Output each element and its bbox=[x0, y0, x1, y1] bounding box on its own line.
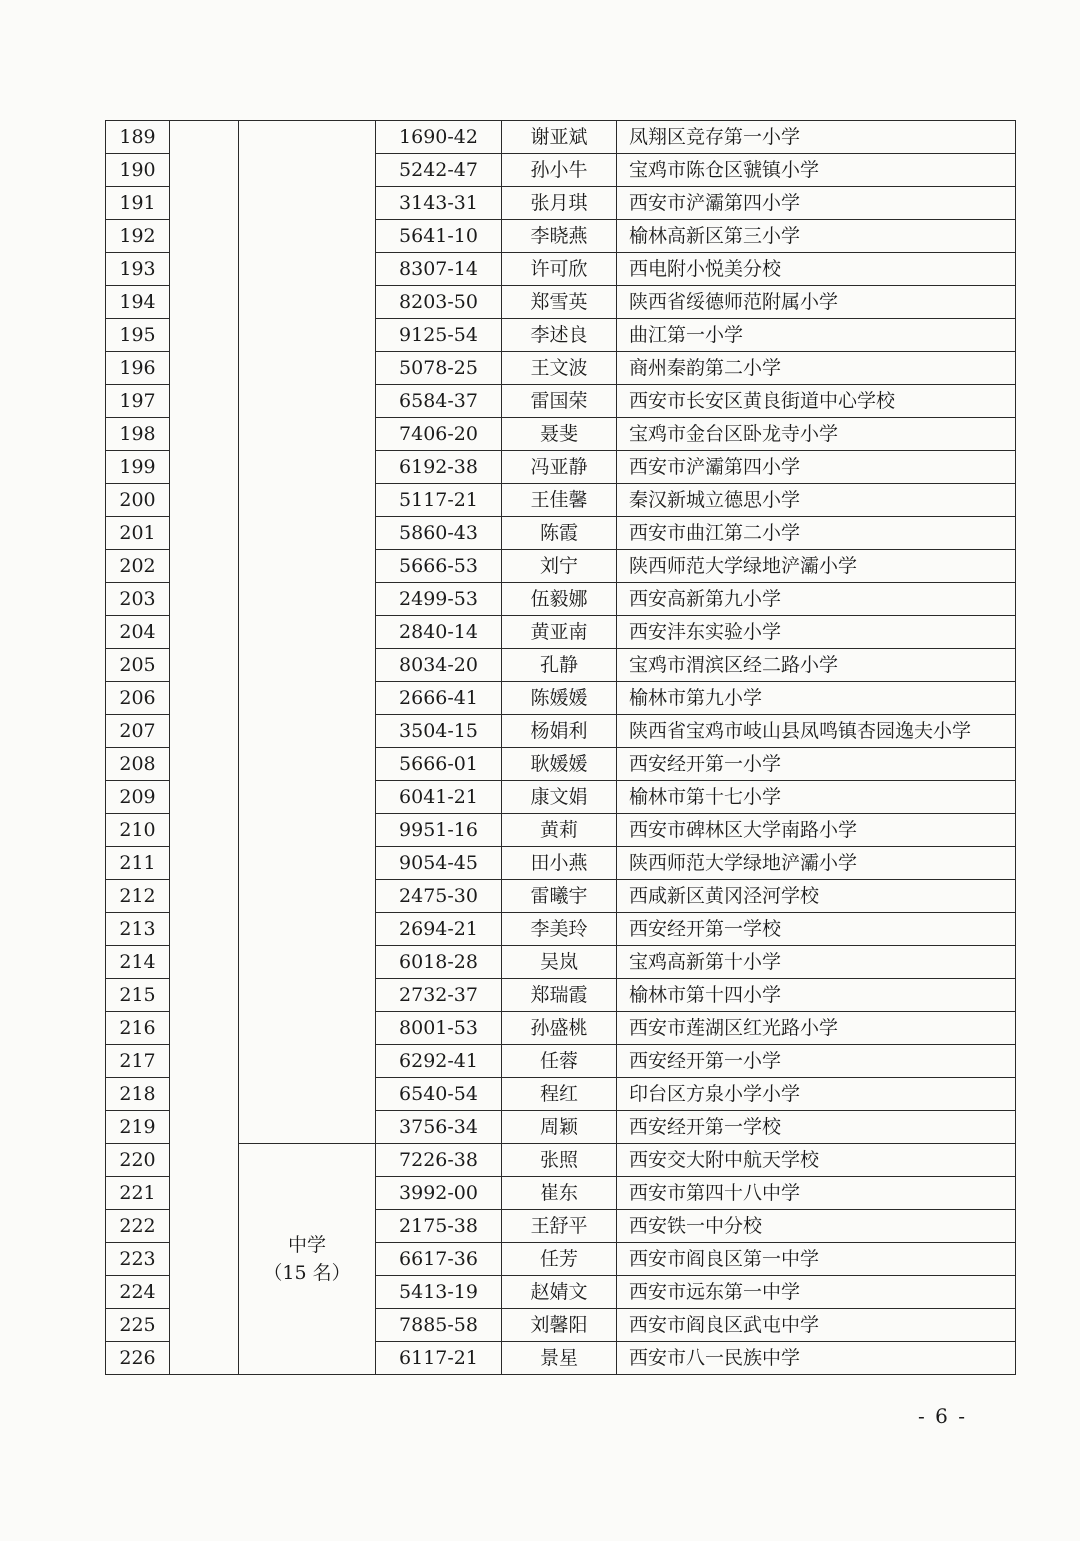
person-name: 孔静 bbox=[502, 649, 617, 682]
person-name: 程红 bbox=[502, 1078, 617, 1111]
school-name: 西咸新区黄冈泾河学校 bbox=[617, 880, 1016, 913]
person-name: 景星 bbox=[502, 1342, 617, 1375]
person-name: 王舒平 bbox=[502, 1210, 617, 1243]
entry-code: 2840-14 bbox=[376, 616, 502, 649]
school-name: 秦汉新城立德思小学 bbox=[617, 484, 1016, 517]
entry-code: 2475-30 bbox=[376, 880, 502, 913]
person-name: 孙盛桃 bbox=[502, 1012, 617, 1045]
row-number: 196 bbox=[106, 352, 170, 385]
entry-code: 5413-19 bbox=[376, 1276, 502, 1309]
school-name: 榆林市第十七小学 bbox=[617, 781, 1016, 814]
entry-code: 9054-45 bbox=[376, 847, 502, 880]
award-list-table bbox=[105, 120, 1016, 1375]
person-name: 任蓉 bbox=[502, 1045, 617, 1078]
entry-code: 8307-14 bbox=[376, 253, 502, 286]
entry-code: 2175-38 bbox=[376, 1210, 502, 1243]
group-cell-primary bbox=[239, 121, 376, 1144]
person-name: 刘馨阳 bbox=[502, 1309, 617, 1342]
person-name: 李述良 bbox=[502, 319, 617, 352]
person-name: 陈媛媛 bbox=[502, 682, 617, 715]
entry-code: 5242-47 bbox=[376, 154, 502, 187]
row-number: 207 bbox=[106, 715, 170, 748]
entry-code: 6617-36 bbox=[376, 1243, 502, 1276]
entry-code: 5666-53 bbox=[376, 550, 502, 583]
person-name: 任芳 bbox=[502, 1243, 617, 1276]
school-name: 西安市浐灞第四小学 bbox=[617, 187, 1016, 220]
school-name: 西安市八一民族中学 bbox=[617, 1342, 1016, 1375]
person-name: 耿媛媛 bbox=[502, 748, 617, 781]
person-name: 伍毅娜 bbox=[502, 583, 617, 616]
entry-code: 6584-37 bbox=[376, 385, 502, 418]
row-number: 195 bbox=[106, 319, 170, 352]
row-number: 224 bbox=[106, 1276, 170, 1309]
row-number: 202 bbox=[106, 550, 170, 583]
entry-code: 9951-16 bbox=[376, 814, 502, 847]
person-name: 雷国荣 bbox=[502, 385, 617, 418]
school-name: 西安交大附中航天学校 bbox=[617, 1144, 1016, 1177]
row-number: 192 bbox=[106, 220, 170, 253]
page-number: - 6 - bbox=[918, 1404, 967, 1428]
row-number: 212 bbox=[106, 880, 170, 913]
row-number: 193 bbox=[106, 253, 170, 286]
person-name: 聂斐 bbox=[502, 418, 617, 451]
entry-code: 2499-53 bbox=[376, 583, 502, 616]
person-name: 冯亚静 bbox=[502, 451, 617, 484]
row-number: 205 bbox=[106, 649, 170, 682]
entry-code: 5117-21 bbox=[376, 484, 502, 517]
table-row bbox=[106, 1144, 1016, 1177]
row-number: 190 bbox=[106, 154, 170, 187]
person-name: 王文波 bbox=[502, 352, 617, 385]
entry-code: 6018-28 bbox=[376, 946, 502, 979]
school-name: 西安经开第一学校 bbox=[617, 1111, 1016, 1144]
school-name: 商州秦韵第二小学 bbox=[617, 352, 1016, 385]
school-name: 陕西师范大学绿地浐灞小学 bbox=[617, 847, 1016, 880]
school-name: 西安市远东第一中学 bbox=[617, 1276, 1016, 1309]
school-name: 曲江第一小学 bbox=[617, 319, 1016, 352]
person-name: 张月琪 bbox=[502, 187, 617, 220]
entry-code: 8203-50 bbox=[376, 286, 502, 319]
entry-code: 7885-58 bbox=[376, 1309, 502, 1342]
school-name: 榆林高新区第三小学 bbox=[617, 220, 1016, 253]
school-name: 宝鸡市陈仓区虢镇小学 bbox=[617, 154, 1016, 187]
row-number: 216 bbox=[106, 1012, 170, 1045]
row-number: 203 bbox=[106, 583, 170, 616]
group-label: 中学 bbox=[287, 1234, 326, 1256]
entry-code: 2666-41 bbox=[376, 682, 502, 715]
entry-code: 6292-41 bbox=[376, 1045, 502, 1078]
school-name: 西电附小悦美分校 bbox=[617, 253, 1016, 286]
row-number: 204 bbox=[106, 616, 170, 649]
row-number: 222 bbox=[106, 1210, 170, 1243]
person-name: 康文娟 bbox=[502, 781, 617, 814]
row-number: 225 bbox=[106, 1309, 170, 1342]
group-quota: （15 名） bbox=[263, 1262, 351, 1284]
row-number: 226 bbox=[106, 1342, 170, 1375]
row-number: 223 bbox=[106, 1243, 170, 1276]
entry-code: 3504-15 bbox=[376, 715, 502, 748]
entry-code: 6192-38 bbox=[376, 451, 502, 484]
school-name: 榆林市第十四小学 bbox=[617, 979, 1016, 1012]
entry-code: 2732-37 bbox=[376, 979, 502, 1012]
entry-code: 5078-25 bbox=[376, 352, 502, 385]
row-number: 210 bbox=[106, 814, 170, 847]
school-name: 西安铁一中分校 bbox=[617, 1210, 1016, 1243]
entry-code: 1690-42 bbox=[376, 121, 502, 154]
person-name: 刘宁 bbox=[502, 550, 617, 583]
school-name: 榆林市第九小学 bbox=[617, 682, 1016, 715]
entry-code: 3992-00 bbox=[376, 1177, 502, 1210]
entry-code: 7406-20 bbox=[376, 418, 502, 451]
school-name: 印台区方泉小学小学 bbox=[617, 1078, 1016, 1111]
entry-code: 2694-21 bbox=[376, 913, 502, 946]
row-number: 189 bbox=[106, 121, 170, 154]
person-name: 郑雪英 bbox=[502, 286, 617, 319]
school-name: 西安市碑林区大学南路小学 bbox=[617, 814, 1016, 847]
school-name: 西安沣东实验小学 bbox=[617, 616, 1016, 649]
person-name: 雷曦宇 bbox=[502, 880, 617, 913]
person-name: 许可欣 bbox=[502, 253, 617, 286]
entry-code: 5666-01 bbox=[376, 748, 502, 781]
person-name: 孙小牛 bbox=[502, 154, 617, 187]
entry-code: 3143-31 bbox=[376, 187, 502, 220]
category-column-blank bbox=[170, 121, 239, 1375]
person-name: 李晓燕 bbox=[502, 220, 617, 253]
row-number: 215 bbox=[106, 979, 170, 1012]
row-number: 214 bbox=[106, 946, 170, 979]
row-number: 211 bbox=[106, 847, 170, 880]
school-name: 西安市莲湖区红光路小学 bbox=[617, 1012, 1016, 1045]
entry-code: 7226-38 bbox=[376, 1144, 502, 1177]
row-number: 221 bbox=[106, 1177, 170, 1210]
row-number: 198 bbox=[106, 418, 170, 451]
person-name: 崔东 bbox=[502, 1177, 617, 1210]
row-number: 213 bbox=[106, 913, 170, 946]
school-name: 宝鸡市渭滨区经二路小学 bbox=[617, 649, 1016, 682]
school-name: 西安经开第一小学 bbox=[617, 748, 1016, 781]
school-name: 西安经开第一小学 bbox=[617, 1045, 1016, 1078]
person-name: 谢亚斌 bbox=[502, 121, 617, 154]
entry-code: 5641-10 bbox=[376, 220, 502, 253]
row-number: 200 bbox=[106, 484, 170, 517]
entry-code: 9125-54 bbox=[376, 319, 502, 352]
person-name: 郑瑞霞 bbox=[502, 979, 617, 1012]
entry-code: 3756-34 bbox=[376, 1111, 502, 1144]
table-body bbox=[106, 121, 1016, 1375]
row-number: 208 bbox=[106, 748, 170, 781]
entry-code: 6041-21 bbox=[376, 781, 502, 814]
person-name: 赵婧文 bbox=[502, 1276, 617, 1309]
row-number: 219 bbox=[106, 1111, 170, 1144]
entry-code: 6540-54 bbox=[376, 1078, 502, 1111]
row-number: 217 bbox=[106, 1045, 170, 1078]
row-number: 199 bbox=[106, 451, 170, 484]
entry-code: 8001-53 bbox=[376, 1012, 502, 1045]
person-name: 王佳馨 bbox=[502, 484, 617, 517]
school-name: 西安经开第一学校 bbox=[617, 913, 1016, 946]
person-name: 周颖 bbox=[502, 1111, 617, 1144]
row-number: 206 bbox=[106, 682, 170, 715]
row-number: 197 bbox=[106, 385, 170, 418]
person-name: 黄亚南 bbox=[502, 616, 617, 649]
person-name: 吴岚 bbox=[502, 946, 617, 979]
school-name: 西安市曲江第二小学 bbox=[617, 517, 1016, 550]
person-name: 陈霞 bbox=[502, 517, 617, 550]
school-name: 陕西省绥德师范附属小学 bbox=[617, 286, 1016, 319]
school-name: 西安高新第九小学 bbox=[617, 583, 1016, 616]
row-number: 218 bbox=[106, 1078, 170, 1111]
school-name: 西安市浐灞第四小学 bbox=[617, 451, 1016, 484]
school-name: 陕西省宝鸡市岐山县凤鸣镇杏园逸夫小学 bbox=[617, 715, 1016, 748]
entry-code: 5860-43 bbox=[376, 517, 502, 550]
person-name: 田小燕 bbox=[502, 847, 617, 880]
table-row bbox=[106, 121, 1016, 154]
school-name: 宝鸡市金台区卧龙寺小学 bbox=[617, 418, 1016, 451]
row-number: 220 bbox=[106, 1144, 170, 1177]
entry-code: 6117-21 bbox=[376, 1342, 502, 1375]
row-number: 194 bbox=[106, 286, 170, 319]
row-number: 201 bbox=[106, 517, 170, 550]
school-name: 凤翔区竞存第一小学 bbox=[617, 121, 1016, 154]
school-name: 西安市长安区黄良街道中心学校 bbox=[617, 385, 1016, 418]
entry-code: 8034-20 bbox=[376, 649, 502, 682]
person-name: 李美玲 bbox=[502, 913, 617, 946]
person-name: 杨娟利 bbox=[502, 715, 617, 748]
school-name: 西安市阎良区第一中学 bbox=[617, 1243, 1016, 1276]
person-name: 黄莉 bbox=[502, 814, 617, 847]
person-name: 张照 bbox=[502, 1144, 617, 1177]
school-name: 西安市阎良区武屯中学 bbox=[617, 1309, 1016, 1342]
school-name: 西安市第四十八中学 bbox=[617, 1177, 1016, 1210]
row-number: 191 bbox=[106, 187, 170, 220]
row-number: 209 bbox=[106, 781, 170, 814]
school-name: 宝鸡高新第十小学 bbox=[617, 946, 1016, 979]
school-name: 陕西师范大学绿地浐灞小学 bbox=[617, 550, 1016, 583]
group-cell-middle-school bbox=[239, 1144, 376, 1375]
